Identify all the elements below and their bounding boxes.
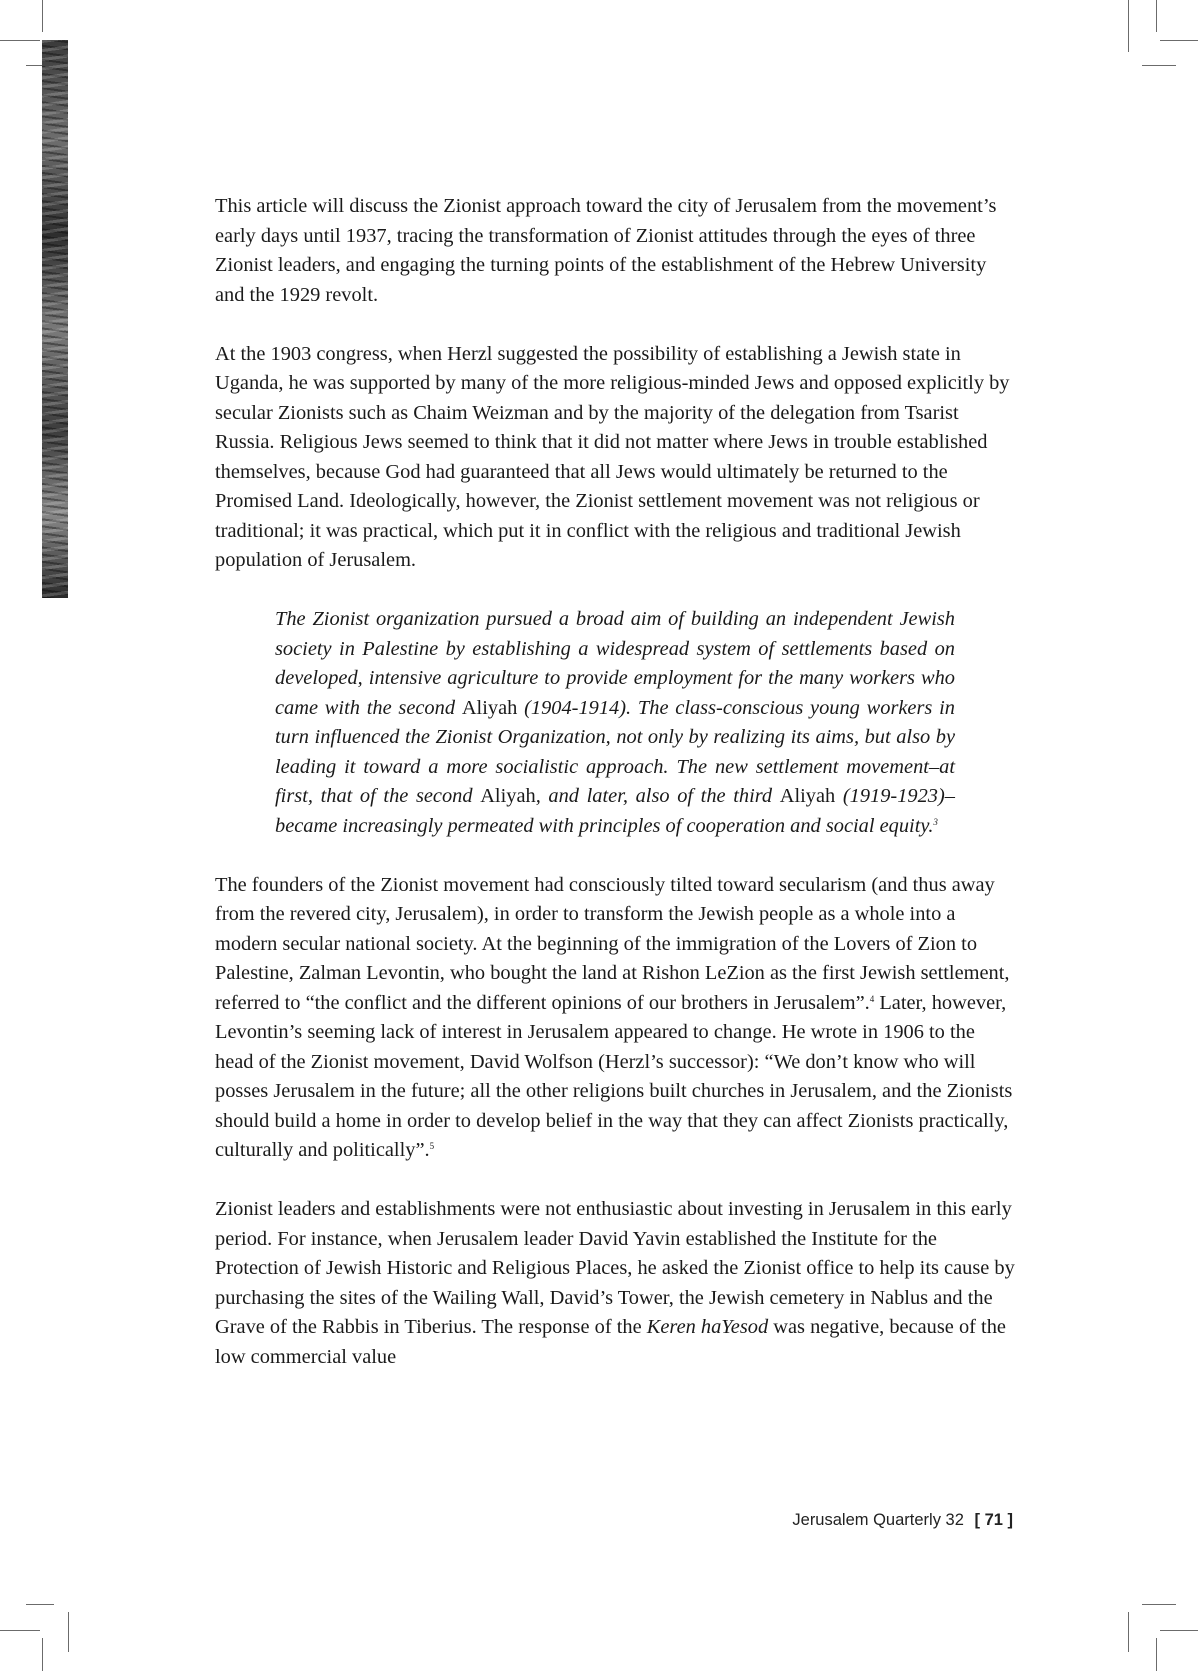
paragraph-text: The founders of the Zionist movement had consciously tilted toward secularism (and thus away from the revered city, Jerusalem), in order to transform the Jewish people as a whole into a modern secular national society. At the beginning of the immigration of the Lovers of Zion to Palestine, Zalman Levontin, who bought the land at Rishon LeZion as the first Jewish settlement, referred to “the conflict and the different opinions of our brothers in Jerusalem”. — [215, 873, 1010, 1014]
quote-text: (1919-1923)–became increasingly permeated with principles of cooperation and social equity. — [275, 785, 955, 837]
crop-mark — [0, 1630, 40, 1631]
crop-mark — [1160, 40, 1198, 41]
paragraph-1903-congress: At the 1903 congress, when Herzl suggested the possibility of establishing a Jewish state in Uganda, he was supported by many of the more religious-minded Jews and opposed explicitly by secular Zionists such as Chaim Weizman and by the majority of the delegation from Tsarist Russia. Religious Jews seemed to think that it did not matter where Jews in trouble established themselves, because God had guaranteed that all Jews would ultimately be returned to the Promised Land. Ideologically, however, the Zionist settlement movement was not religious or traditional; it was practical, which put it in conflict with the religious and traditional Jewish population of Jerusalem. — [215, 342, 1010, 571]
page-number: [ 71 ] — [974, 1511, 1013, 1529]
paragraph-intro: This article will discuss the Zionist approach toward the city of Jerusalem from the movement’s early days until 1937, tracing the transformation of Zionist attitudes through the eyes of three Zionist leaders, and engaging the turning points of the establishment of the Hebrew University and the 1929 revolt. — [215, 195, 997, 306]
quote-term: Aliyah — [461, 696, 518, 719]
quote-text: (1904-1914). The class-conscious young workers in turn influenced the Zionist Organization, not only by realizing its aims, but also by leading it toward a more socialistic approach. The new settlement movement–at first, that of the second — [275, 696, 955, 807]
quote-text: , and later, also of the third — [535, 785, 780, 807]
footnote-marker[interactable]: 3 — [933, 816, 938, 827]
crop-mark — [1156, 0, 1157, 32]
paragraph-zionist-leaders — [215, 1195, 1015, 1372]
block-quote — [275, 605, 955, 841]
article-body — [215, 192, 1015, 1402]
crop-mark — [1128, 1612, 1129, 1652]
quote-term: Aliyah — [480, 785, 536, 807]
crop-mark — [26, 1604, 54, 1605]
crop-mark — [1142, 65, 1176, 66]
paragraph-text: was negative, because of the low commercial value — [215, 1316, 1006, 1368]
paragraph-founders — [215, 871, 1015, 1166]
crop-mark — [1156, 1638, 1157, 1671]
crop-mark — [1128, 0, 1129, 52]
emphasis-term: Keren haYesod — [646, 1316, 769, 1338]
crop-mark — [1160, 1630, 1198, 1631]
quote-term: Aliyah — [779, 785, 836, 807]
crowd-photo-strip — [42, 40, 68, 598]
page-footer — [792, 1511, 1013, 1530]
journal-name: Jerusalem Quarterly 32 — [792, 1511, 964, 1529]
footnote-marker[interactable]: 5 — [429, 1141, 435, 1151]
paragraph-text: Later, however, Levontin’s seeming lack of interest in Jerusalem appeared to change. He wrote in 1906 to the head of the Zionist movement, David Wolfson (Herzl’s successor): “We don’t know who will posses Jerusalem in the future; all the other religions built churches in Jerusalem, and the Zionists should build a home in order to develop belief in the way that they can affect Zionists practically, culturally and politically”. — [215, 991, 1013, 1161]
crop-mark — [0, 40, 40, 41]
crop-mark — [68, 1612, 69, 1652]
footnote-marker[interactable]: 4 — [869, 993, 875, 1004]
paragraph-text: Zionist leaders and establishments were not enthusiastic about investing in Jerusalem in this early period. For instance, when Jerusalem leader David Yavin established the Institute for the Protection of Jewish Historic and Religious Places, he asked the Zionist office to help its cause by purchasing the sites of the Wailing Wall, David’s Tower, the Jewish cemetery in Nablus and the Grave of the Rabbis in Tiberius. The response of the — [215, 1198, 1015, 1338]
crop-mark — [42, 1638, 43, 1671]
crop-mark — [1142, 1604, 1176, 1605]
quote-text: The Zionist organization pursued a broad aim of building an independent Jewish society in Palestine by establishing a widespread system of settlements based on developed, intensive agriculture to provide employment for the many workers who came with the second — [275, 608, 955, 719]
crop-mark — [42, 0, 43, 32]
